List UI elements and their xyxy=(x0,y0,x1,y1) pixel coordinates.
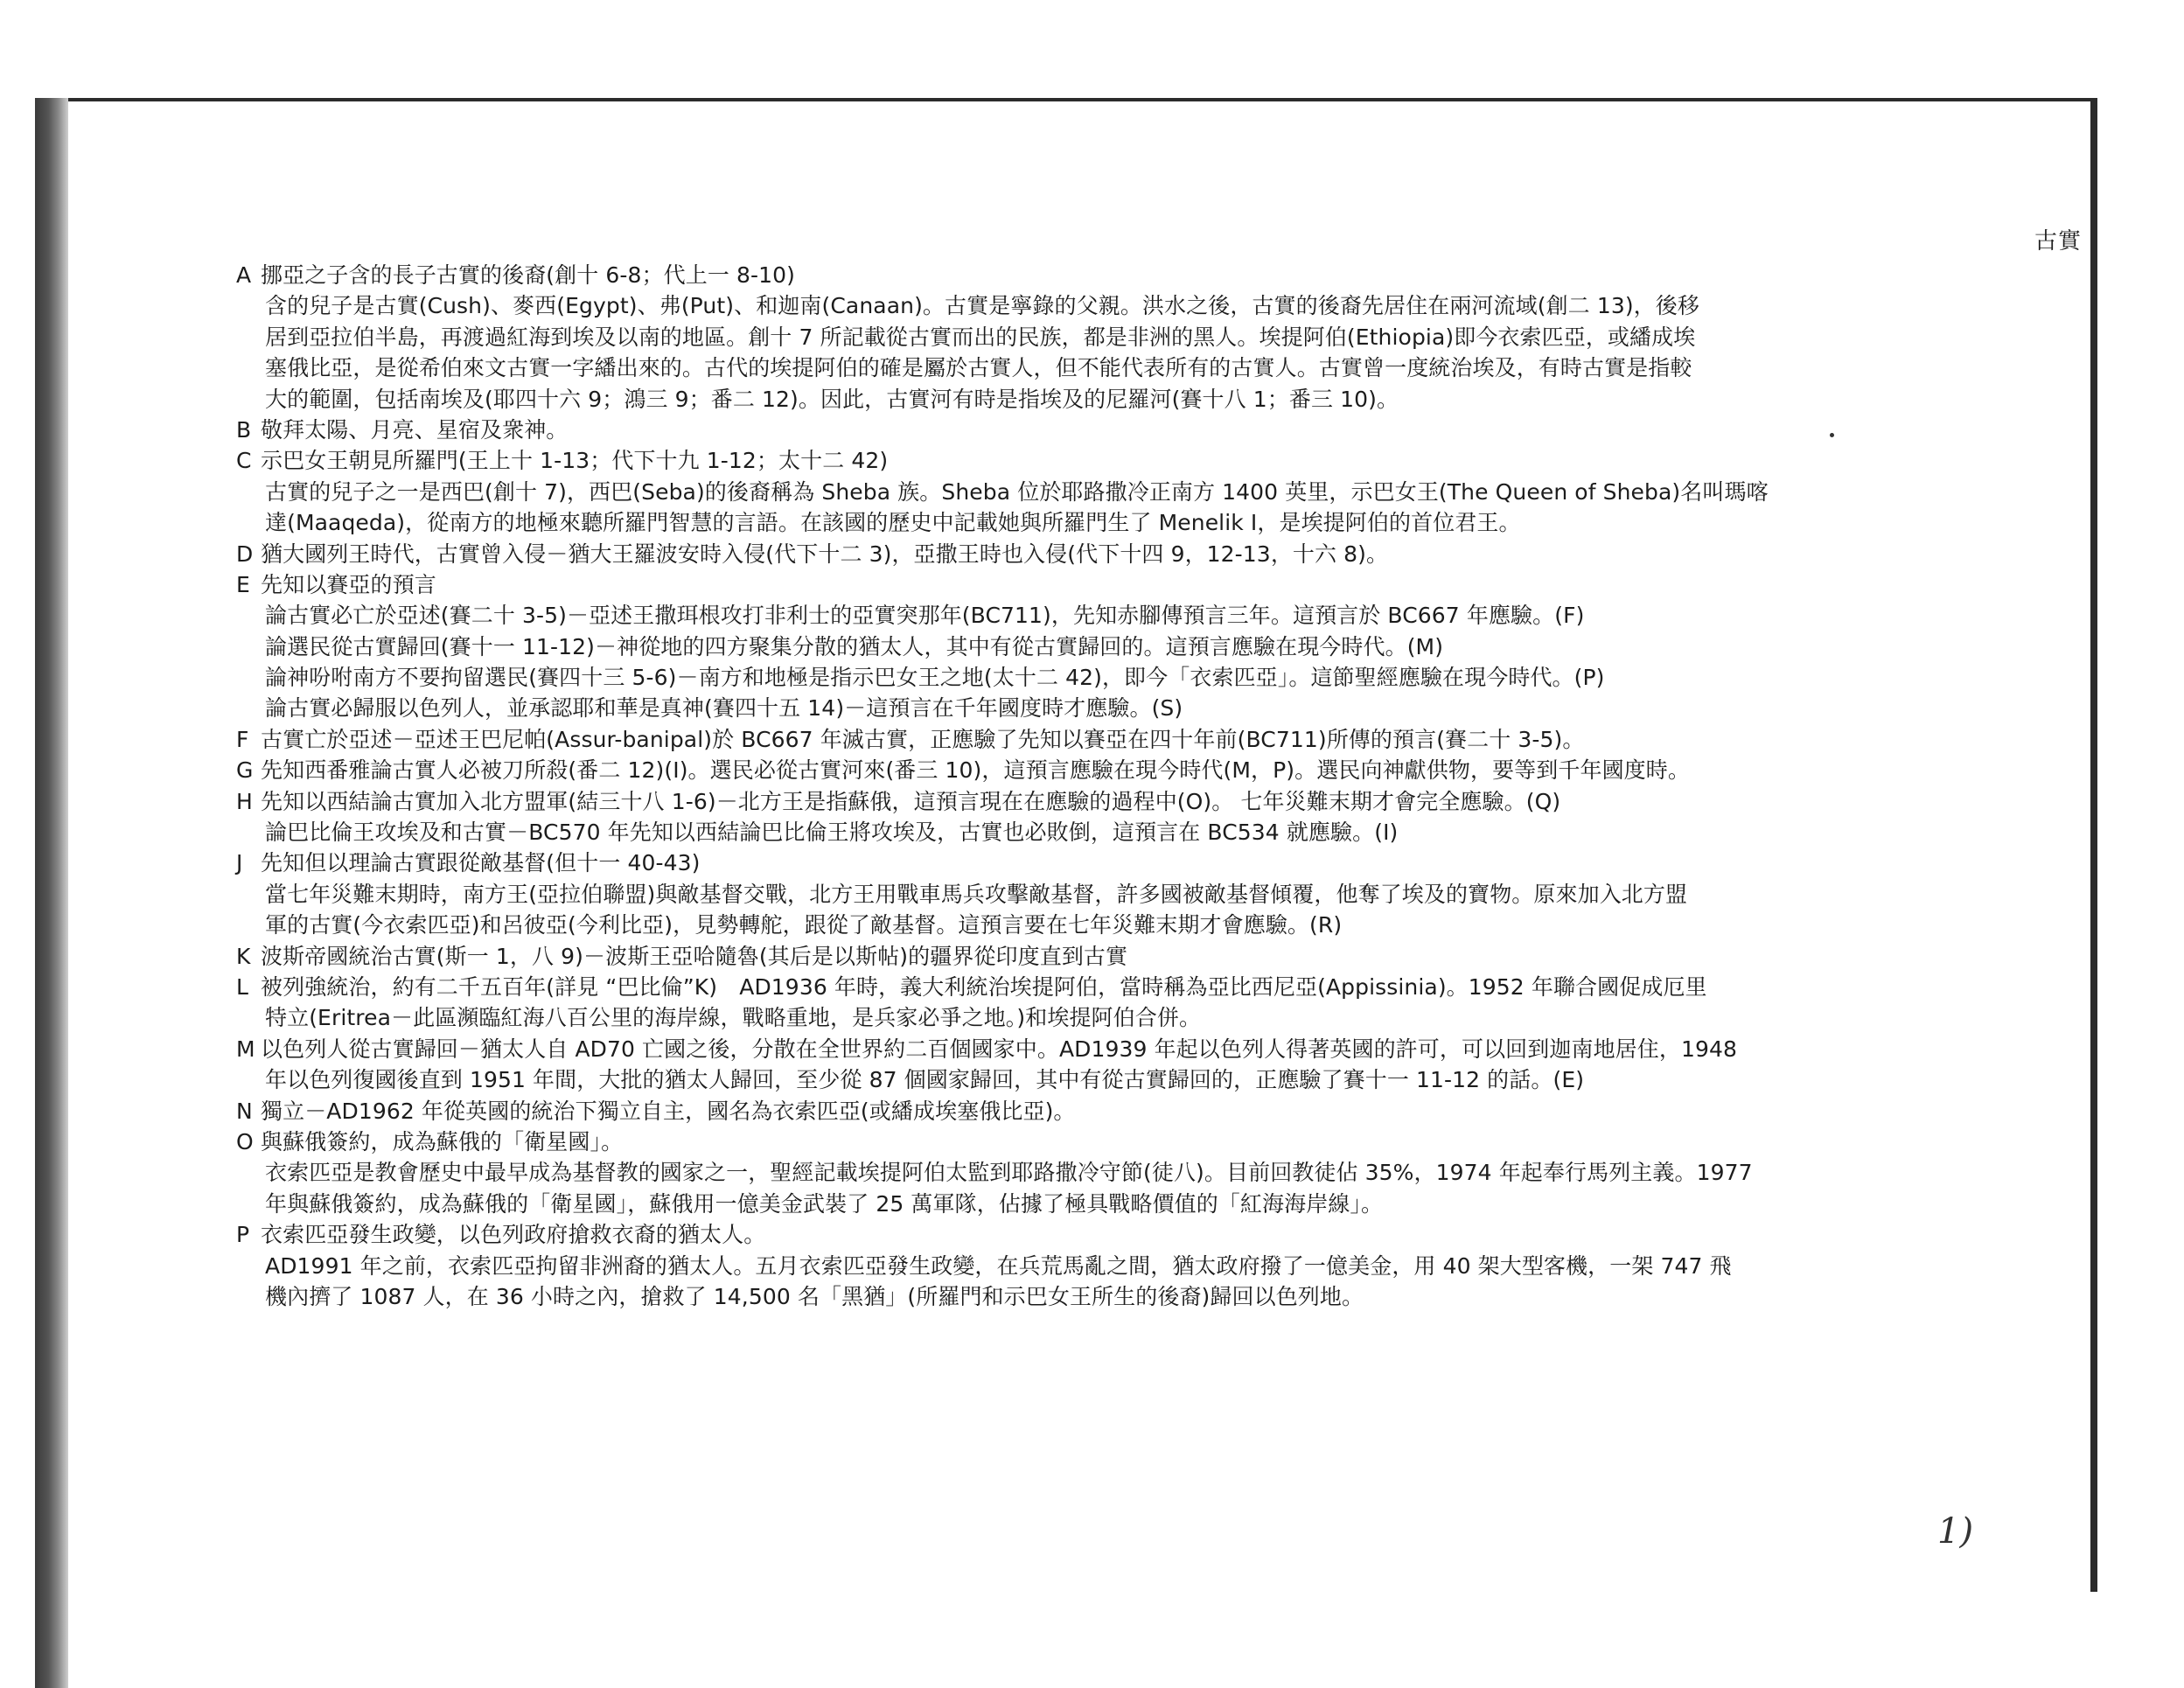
line-text: 古實亡於亞述－亞述王巴尼帕(Assur-banipal)於 BC667 年滅古實，正應驗了先知以賽亞在四十年前(BC711)所傳的預言(賽二十 3-5)。 xyxy=(261,726,1585,752)
section-letter: K xyxy=(236,943,251,969)
line-text: 論古實必亡於亞述(賽二十 3-5)－亞述王撒珥根攻打非利士的亞實突那年(BC711)，先知赤腳傳預言三年。這預言於 BC667 年應驗。(F) xyxy=(265,603,1585,629)
section-heading-line xyxy=(236,972,2055,1002)
body-text-line xyxy=(236,1281,2055,1312)
line-text: 大的範圍，包括南埃及(耶四十六 9；鴻三 9；番二 12)。因此，古實河有時是指埃及的尼羅河(賽十八 1；番三 10)。 xyxy=(265,386,1399,412)
section-heading-line xyxy=(236,847,2055,878)
page-header-title: 古實 xyxy=(2034,228,2082,255)
line-text: 論選民從古實歸回(賽十一 11-12)－神從地的四方聚集分散的猶太人，其中有從古實歸回的。這預言應驗在現今時代。(M) xyxy=(265,633,1444,659)
section-letter: P xyxy=(236,1222,250,1248)
section-heading-line xyxy=(236,724,2055,755)
body-text-line xyxy=(236,352,2055,383)
body-text-line xyxy=(236,507,2055,538)
section-heading-line xyxy=(236,786,2055,817)
body-text-line xyxy=(236,1157,2055,1188)
line-text: 含的兒子是古實(Cush)、麥西(Egypt)、弗(Put)、和迦南(Canaan)。古實是寧錄的父親。洪水之後，古實的後裔先居住在兩河流域(創二 13)，後移 xyxy=(265,293,1699,319)
body-text-line xyxy=(236,662,2055,693)
scan-edge-top xyxy=(35,98,2097,101)
section-letter: D xyxy=(236,541,254,567)
body-text-line xyxy=(236,1251,2055,1281)
line-text: AD1991 年之前，衣索匹亞拘留非洲裔的猶太人。五月衣索匹亞發生政變，在兵荒馬亂之間，猶太政府撥了一億美金，用 40 架大型客機，一架 747 飛 xyxy=(265,1252,1732,1279)
line-text: 被列強統治，約有二千五百年(詳見 “巴比倫”K) AD1936 年時，義大利統治埃提阿伯，當時稱為亞比西尼亞(Appissinia)。1952 年聯合國促成厄里 xyxy=(261,973,1707,1000)
line-text: 論神吩咐南方不要拘留選民(賽四十三 5-6)－南方和地極是指示巴女王之地(太十二 42)，即今「衣索匹亞」。這節聖經應驗在現今時代。(P) xyxy=(265,665,1605,691)
section-letter: E xyxy=(236,571,250,597)
body-text-line xyxy=(236,910,2055,940)
section-heading-line xyxy=(236,941,2055,972)
body-text-line xyxy=(236,290,2055,321)
line-text: 獨立－AD1962 年從英國的統治下獨立自主，國名為衣索匹亞(或繙成埃塞俄比亞)。 xyxy=(261,1098,1076,1124)
body-text-line xyxy=(236,384,2055,415)
body-text-line xyxy=(236,879,2055,910)
handwritten-page-number: 1) xyxy=(1937,1511,1974,1552)
body-text-line xyxy=(236,1189,2055,1219)
section-letter: F xyxy=(236,726,249,752)
section-heading-line xyxy=(236,539,2055,569)
line-text: 達(Maaqeda)，從南方的地極來聽所羅門智慧的言語。在該國的歷史中記載她與所羅門生了 Menelik I，是埃提阿伯的首位君王。 xyxy=(265,510,1521,536)
section-heading-line xyxy=(236,1034,2055,1064)
line-text: 塞俄比亞，是從希伯來文古實一字繙出來的。古代的埃提阿伯的確是屬於古實人，但不能代表所有的古實人。古實曾一度統治埃及，有時古實是指較 xyxy=(265,355,1692,381)
document-page xyxy=(219,223,2090,1535)
section-letter: A xyxy=(236,262,252,288)
line-text: 波斯帝國統治古實(斯一 1，八 9)－波斯王亞哈隨魯(其后是以斯帖)的疆界從印度直到古實 xyxy=(261,943,1128,969)
body-text-line xyxy=(236,477,2055,507)
section-letter: L xyxy=(236,973,249,1000)
line-text: 論古實必歸服以色列人，並承認耶和華是真神(賽四十五 14)－這預言在千年國度時才應驗。(S) xyxy=(265,695,1183,722)
line-text: 機內擠了 1087 人，在 36 小時之內，搶救了 14,500 名「黑猶」(所羅門和示巴女王所生的後裔)歸回以色列地。 xyxy=(265,1283,1364,1309)
document-body xyxy=(236,260,2055,1312)
body-text-line xyxy=(236,693,2055,723)
body-text-line xyxy=(236,322,2055,352)
line-text: 猶大國列王時代，古實曾入侵－猶大王羅波安時入侵(代下十二 3)，亞撒王時也入侵(代下十四 9，12-13，十六 8)。 xyxy=(261,541,1389,567)
line-text: 以色列人從古實歸回－猶太人自 AD70 亡國之後，分散在全世界約二百個國家中。AD1939 年起以色列人得著英國的許可，可以回到迦南地居住，1948 xyxy=(261,1036,1738,1062)
body-text-line xyxy=(236,817,2055,847)
line-text: 與蘇俄簽約，成為蘇俄的「衛星國」。 xyxy=(261,1128,624,1154)
section-letter: J xyxy=(236,850,243,876)
scan-speck xyxy=(1830,433,1834,437)
line-text: 古實的兒子之一是西巴(創十 7)，西巴(Seba)的後裔稱為 Sheba 族。Sheba 位於耶路撒冷正南方 1400 英里，示巴女王(The Queen of Sheba)名叫瑪喀 xyxy=(265,478,1769,505)
section-heading-line xyxy=(236,569,2055,600)
line-text: 先知但以理論古實跟從敵基督(但十一 40-43) xyxy=(261,850,701,876)
line-text: 敬拜太陽、月亮、星宿及衆神。 xyxy=(261,416,569,443)
line-text: 特立(Eritrea－此區瀕臨紅海八百公里的海岸線，戰略重地，是兵家必爭之地。)和埃提阿伯合併。 xyxy=(265,1005,1202,1031)
line-text: 論巴比倫王攻埃及和古實－BC570 年先知以西結論巴比倫王將攻埃及，古實也必敗倒，這預言在 BC534 就應驗。(I) xyxy=(265,820,1399,846)
line-text: 衣索匹亞發生政變，以色列政府搶救衣裔的猶太人。 xyxy=(261,1222,766,1248)
line-text: 居到亞拉伯半島，再渡過紅海到埃及以南的地區。創十 7 所記載從古實而出的民族，都是非洲的黑人。埃提阿伯(Ethiopia)即今衣索匹亞，或繙成埃 xyxy=(265,324,1696,350)
section-heading-line xyxy=(236,415,2055,445)
line-text: 挪亞之子含的長子古實的後裔(創十 6-8；代上一 8-10) xyxy=(261,262,795,288)
line-text: 先知以賽亞的預言 xyxy=(261,571,436,597)
section-heading-line xyxy=(236,1219,2055,1250)
section-heading-line xyxy=(236,755,2055,785)
section-letter: N xyxy=(236,1098,253,1124)
line-text: 軍的古實(今衣索匹亞)和呂彼亞(今利比亞)，見勢轉舵，跟從了敵基督。這預言要在七年災難末期才會應驗。(R) xyxy=(265,912,1343,938)
scan-edge-left xyxy=(35,98,68,1688)
section-letter: O xyxy=(236,1128,254,1154)
body-text-line xyxy=(236,1064,2055,1095)
section-letter: M xyxy=(236,1036,255,1062)
section-heading-line xyxy=(236,1096,2055,1126)
line-text: 年與蘇俄簽約，成為蘇俄的「衛星國」，蘇俄用一億美金武裝了 25 萬軍隊，佔據了極具戰略價值的「紅海海岸線」。 xyxy=(265,1190,1384,1217)
body-text-line xyxy=(236,631,2055,662)
line-text: 先知西番雅論古實人必被刀所殺(番二 12)(I)。選民必從古實河來(番三 10)，這預言應驗在現今時代(M，P)。選民向神獻供物，要等到千年國度時。 xyxy=(261,757,1690,784)
line-text: 先知以西結論古實加入北方盟軍(結三十八 1-6)－北方王是指蘇俄，這預言現在在應驗的過程中(O)。 七年災難末期才會完全應驗。(Q) xyxy=(261,788,1561,814)
line-text: 示巴女王朝見所羅門(王上十 1-13；代下十九 1-12；太十二 42) xyxy=(261,448,889,474)
section-heading-line xyxy=(236,1126,2055,1157)
scan-edge-right xyxy=(2090,98,2097,1592)
section-letter: C xyxy=(236,448,252,474)
section-heading-line xyxy=(236,260,2055,290)
body-text-line xyxy=(236,1002,2055,1033)
line-text: 當七年災難末期時，南方王(亞拉伯聯盟)與敵基督交戰，北方王用戰車馬兵攻擊敵基督，許多國被敵基督傾覆，他奪了埃及的寶物。原來加入北方盟 xyxy=(265,881,1688,907)
line-text: 年以色列復國後直到 1951 年間，大批的猶太人歸回，至少從 87 個國家歸回，其中有從古實歸回的，正應驗了賽十一 11-12 的話。(E) xyxy=(265,1067,1585,1093)
body-text-line xyxy=(236,600,2055,631)
section-heading-line xyxy=(236,445,2055,476)
line-text: 衣索匹亞是教會歷史中最早成為基督教的國家之一，聖經記載埃提阿伯太監到耶路撒冷守節(徒八)。目前回教徒佔 35%，1974 年起奉行馬列主義。1977 xyxy=(265,1160,1753,1186)
section-letter: G xyxy=(236,757,254,784)
section-letter: H xyxy=(236,788,253,814)
section-letter: B xyxy=(236,416,252,443)
